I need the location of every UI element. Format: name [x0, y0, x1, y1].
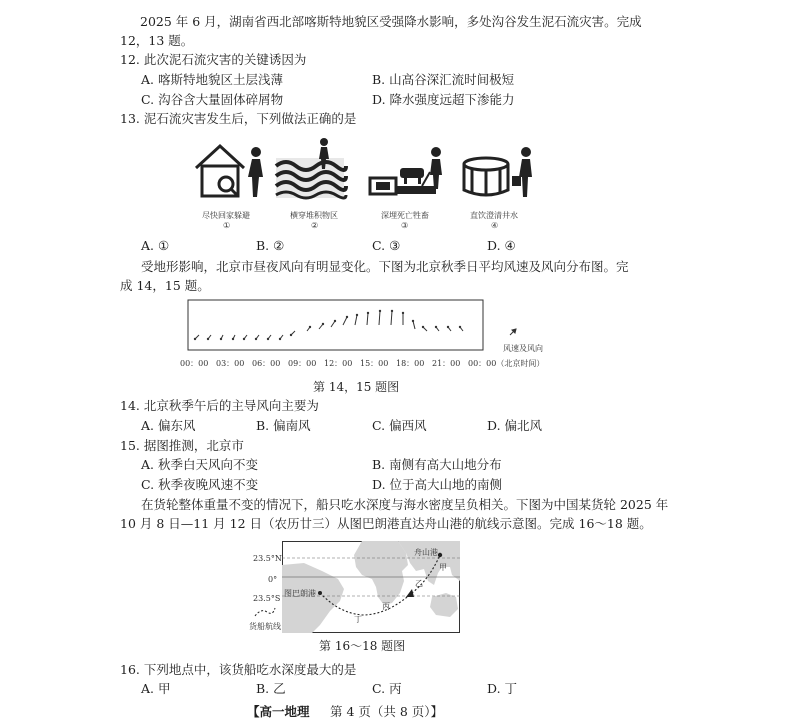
map-label-bing: 丙: [382, 602, 390, 611]
wind-arrow-head: [412, 320, 414, 322]
wind-arrow: [343, 317, 347, 325]
q15-option-a: A. 秋季白天风向不变: [141, 457, 258, 472]
tubarao-port-marker: [318, 591, 322, 595]
wind-arrows: [194, 310, 463, 340]
well-icon: [464, 158, 508, 196]
wind-chart-caption: 第 14，15 题图: [313, 380, 400, 394]
map-label-ding: 丁: [354, 615, 362, 624]
wind-arrow-head: [220, 338, 222, 340]
q14-option-d: D. 偏北风: [487, 418, 543, 433]
q13-illustrations: [190, 138, 550, 210]
wind-arrow-head: [322, 323, 324, 325]
q16-option-b: B. 乙: [256, 681, 286, 696]
wind-arrow: [391, 311, 392, 325]
q12-option-c: C. 沟谷含大量固体碎屑物: [141, 92, 284, 107]
wind-arrow-head: [207, 338, 209, 340]
wind-arrow-head: [356, 314, 358, 316]
q13-stem: 13. 泥石流灾害发生后，下列做法正确的是: [120, 111, 357, 126]
wind-arrow: [413, 321, 415, 329]
wind-tick-5: 12：00: [324, 359, 353, 368]
wind-tick-9: 00：00（北京时间）: [468, 359, 545, 368]
wind-arrow-head: [255, 338, 257, 340]
intro-3-line-2: 10 月 8 日—11 月 12 日（农历廿三）从图巴朗港直达舟山港的航线示意图。完成 16～18 题。: [120, 516, 652, 531]
q13-option-b: B. ②: [256, 238, 285, 253]
map-label-yi: 乙: [415, 579, 423, 588]
walking-person-icon: [248, 147, 263, 197]
wind-arrow: [367, 313, 368, 325]
map-lat-23s: 23.5°S: [253, 594, 281, 603]
q15-stem: 15. 据图推测，北京市: [120, 438, 244, 453]
q16-option-c: C. 丙: [372, 681, 402, 696]
q14-stem: 14. 北京秋季午后的主导风向主要为: [120, 398, 319, 413]
q13-num-1: ①: [223, 221, 231, 230]
route-legend-icon: [253, 606, 277, 618]
q13-num-4: ④: [491, 221, 499, 230]
intro-3-line-1: 在货轮整体重量不变的情况下，船只吃水深度与海水密度呈负相关。下图为中国某货轮 2025 年: [141, 497, 669, 512]
footer-page: 第 4 页（共 8 页）】: [330, 704, 444, 719]
q15-option-c: C. 秋季夜晚风速不变: [141, 477, 259, 492]
wind-arrow-head: [232, 338, 234, 340]
wind-arrow-head: [346, 316, 348, 318]
wind-tick-3: 06：00: [252, 359, 281, 368]
wind-chart-frame: [188, 300, 483, 350]
map-label-jia: 甲: [439, 563, 447, 572]
q12-option-d: D. 降水强度远超下渗能力: [372, 92, 515, 107]
intro-1-line-1: 2025 年 6 月，湖南省西北部喀斯特地貌区受强降水影响，多处沟谷发生泥石流灾害。完成: [140, 14, 642, 29]
q14-option-b: B. 偏南风: [256, 418, 311, 433]
drinking-person-icon: [512, 147, 532, 197]
burying-livestock-icon: [370, 168, 436, 194]
wind-tick-7: 18：00: [396, 359, 425, 368]
wind-arrow-head: [279, 338, 281, 340]
wind-arrow-head: [267, 338, 269, 340]
wind-arrow-head: [194, 338, 196, 340]
wind-arrow-head: [309, 326, 311, 328]
q16-option-a: A. 甲: [141, 681, 171, 696]
q14-option-a: A. 偏东风: [141, 418, 196, 433]
q15-option-d: D. 位于高大山地的南侧: [372, 477, 503, 492]
q13-option-d: D. ④: [487, 238, 516, 253]
map-legend-label: 货船航线: [249, 622, 281, 631]
wind-tick-4: 09：00: [288, 359, 317, 368]
map-port-end: 舟山港: [414, 548, 438, 557]
map-lat-0: 0°: [268, 575, 278, 584]
wind-arrow-head: [391, 310, 393, 312]
footer-subject: 【高一地理: [247, 704, 310, 719]
map-lat-23n: 23.5°N: [253, 554, 282, 563]
wind-arrow-head: [447, 326, 449, 328]
wind-arrow-head: [367, 312, 369, 314]
wind-arrow-head: [459, 326, 461, 328]
map-caption: 第 16～18 题图: [319, 639, 406, 653]
intro-2-line-2: 成 14，15 题。: [120, 278, 210, 293]
intro-1-line-2: 12，13 题。: [120, 33, 194, 48]
q12-option-b: B. 山高谷深汇流时间极短: [372, 72, 515, 87]
q13-caption-3: 深埋死亡牲畜: [381, 211, 429, 220]
wind-arrow-head: [290, 334, 292, 336]
q13-caption-1: 尽快回家躲避: [202, 211, 250, 220]
debris-flow-icon: [276, 158, 346, 198]
wind-legend-label: 风速及风向: [503, 344, 543, 353]
wind-tick-2: 03：00: [216, 359, 245, 368]
map-port-start: 图巴朗港: [284, 589, 316, 598]
wind-legend-arrow: [510, 329, 516, 335]
q14-option-c: C. 偏西风: [372, 418, 427, 433]
wind-tick-1: 00：00: [180, 359, 209, 368]
q16-option-d: D. 丁: [487, 681, 518, 696]
wind-arrow-head: [379, 310, 381, 312]
wind-arrow: [379, 311, 380, 325]
q13-num-3: ③: [401, 221, 409, 230]
zhoushan-port-marker: [438, 553, 442, 557]
magnifier-icon: [219, 177, 238, 196]
q13-num-2: ②: [311, 221, 319, 230]
q13-option-a: A. ①: [141, 238, 170, 253]
wind-arrow-head: [422, 326, 424, 328]
intro-2-line-1: 受地形影响，北京市昼夜风向有明显变化。下图为北京秋季日平均风速及风向分布图。完: [141, 259, 629, 274]
q15-option-b: B. 南侧有高大山地分布: [372, 457, 502, 472]
wind-arrow-head: [402, 312, 404, 314]
wind-tick-8: 21：00: [432, 359, 461, 368]
wind-arrow-head: [435, 326, 437, 328]
wind-arrow-head: [243, 338, 245, 340]
q13-option-c: C. ③: [372, 238, 401, 253]
wind-tick-6: 15：00: [360, 359, 389, 368]
q13-caption-2: 横穿堆积物区: [290, 211, 338, 220]
wind-arrow-head: [334, 320, 336, 322]
wind-arrow: [355, 315, 357, 325]
q12-option-a: A. 喀斯特地貌区土层浅薄: [141, 72, 283, 87]
q13-caption-4: 直饮澄清井水: [470, 211, 518, 220]
q16-stem: 16. 下列地点中，该货船吃水深度最大的是: [120, 662, 357, 677]
digging-person-icon: [422, 147, 442, 189]
q12-stem: 12. 此次泥石流灾害的关键诱因为: [120, 52, 307, 67]
